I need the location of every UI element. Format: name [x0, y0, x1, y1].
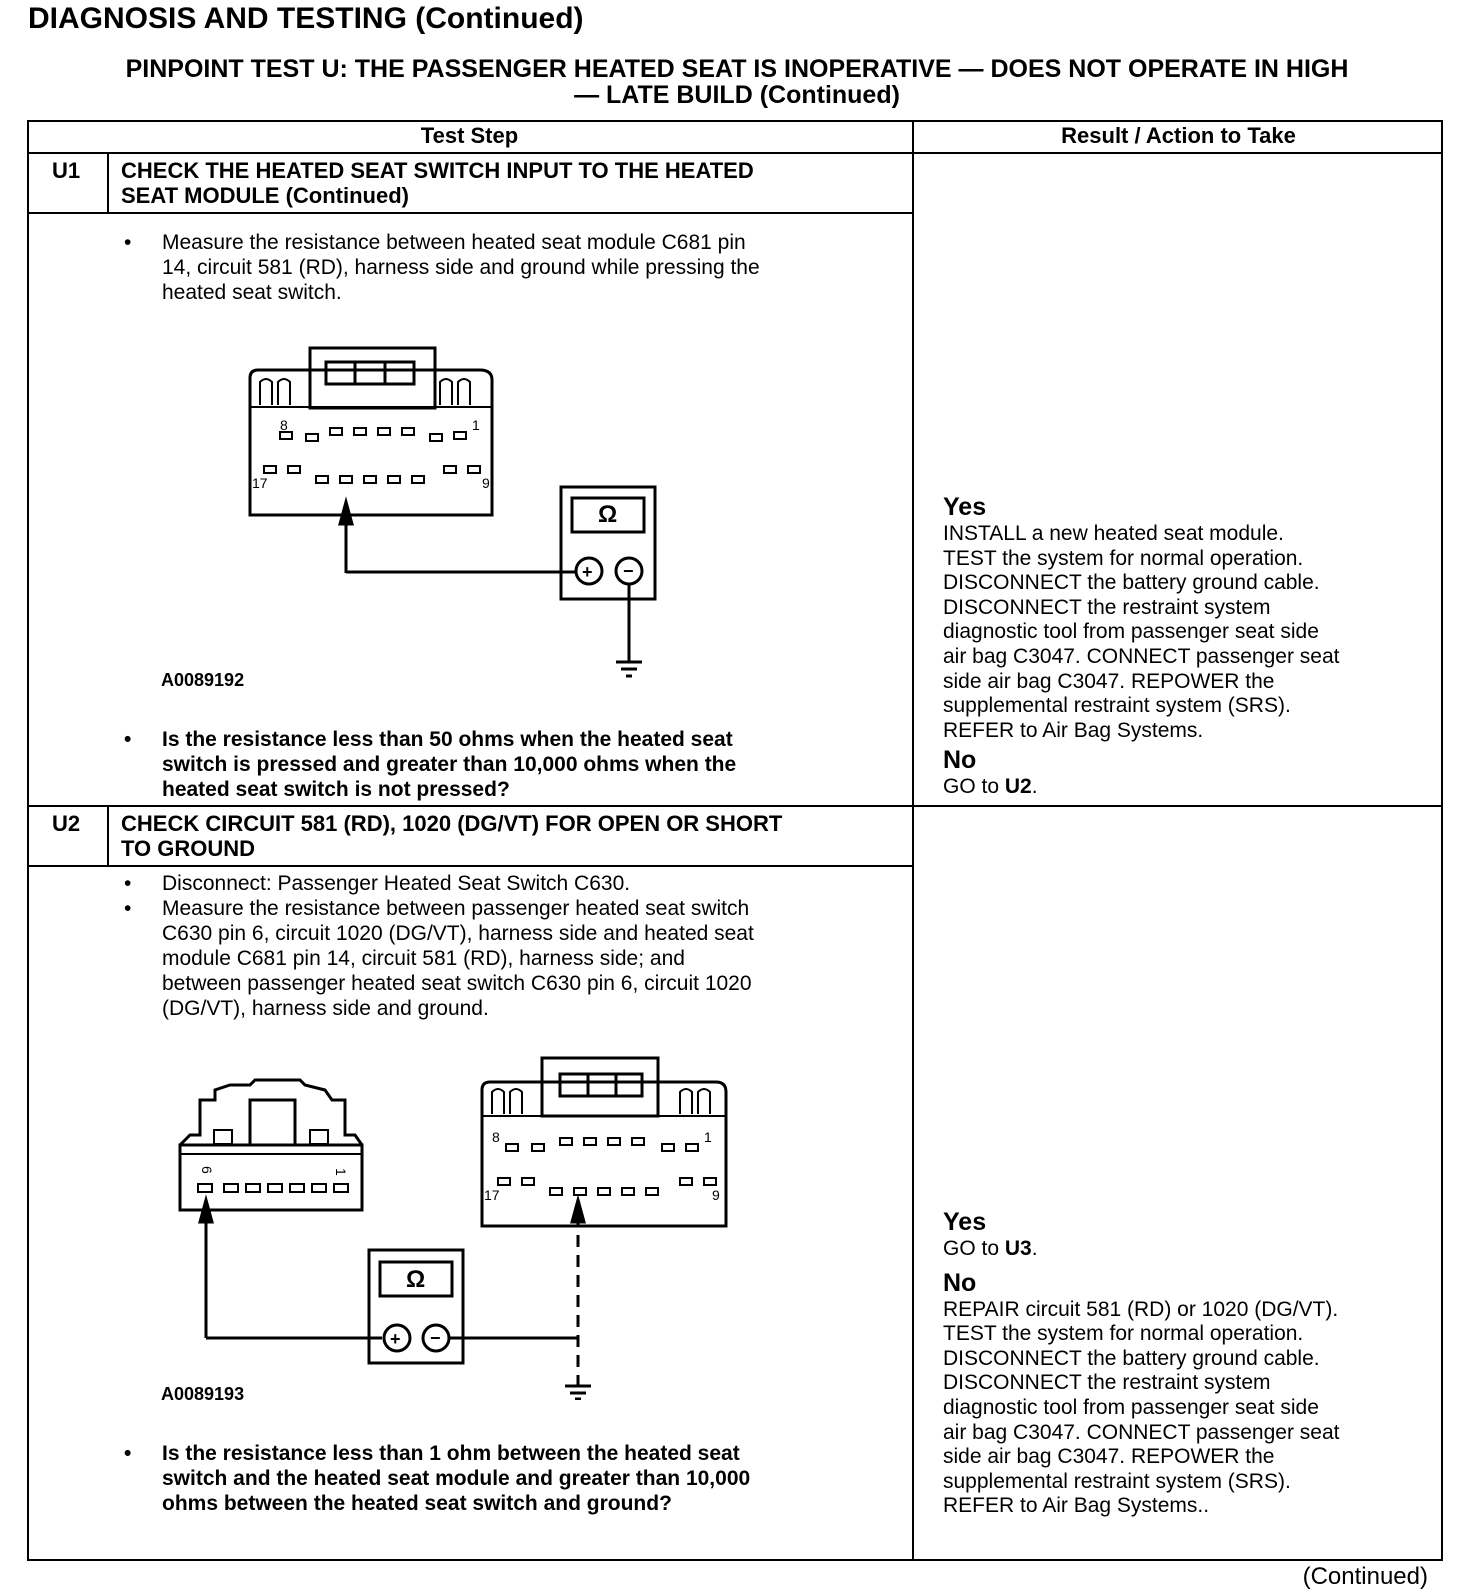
pin-label-1: 1 — [472, 417, 480, 433]
u2-no-line: side air bag C3047. REPOWER the — [943, 1445, 1275, 1469]
step-title-u2 — [121, 811, 901, 861]
meter-minus-label: − — [430, 1328, 441, 1348]
step-title-u1 — [121, 158, 901, 208]
u1-yes-line: TEST the system for normal operation. — [943, 546, 1304, 570]
switch-pin-label-1: 1 — [333, 1168, 349, 1176]
u1-yes-line: INSTALL a new heated seat module. — [943, 522, 1284, 545]
u1-instruction-line: • Measure the resistance between heated seat module C681 pin — [162, 231, 746, 254]
u2-no-line: REFER to Air Bag Systems.. — [943, 1494, 1210, 1518]
page-header: DIAGNOSIS AND TESTING (Continued) — [28, 2, 584, 35]
u1-question — [120, 727, 900, 802]
u1-no-prefix: GO to — [943, 775, 1005, 799]
figure-id-u1: A0089192 — [161, 670, 245, 690]
module-pin-label-9: 9 — [712, 1187, 720, 1203]
row-line-u1-u2 — [27, 805, 1443, 807]
u1-yes-line: REFER to Air Bag Systems. — [943, 718, 1204, 742]
meter-minus-label: − — [623, 561, 634, 581]
u2-question-line: switch and the heated seat module and greater than 10,000 — [162, 1467, 751, 1490]
column-divider — [912, 120, 914, 1561]
pinpoint-test-title-line1: PINPOINT TEST U: THE PASSENGER HEATED SEAT IS INOPERATIVE — DOES NOT OPERATE IN HIGH — [125, 55, 1349, 83]
u2-instruction-line: between passenger heated seat switch C630 pin 6, circuit 1020 — [162, 972, 752, 995]
figure-id-u2: A0089193 — [161, 1384, 245, 1404]
u2-question-line: ohms between the heated seat switch and ground? — [162, 1492, 672, 1515]
step-id-u2: U2 — [52, 811, 81, 836]
u1-question-line: heated seat switch is not pressed? — [162, 778, 510, 801]
u2-no-line: diagnostic tool from passenger seat side — [943, 1395, 1319, 1419]
u2-yes-action — [943, 1237, 1443, 1262]
goto-u2-link[interactable]: U2 — [1004, 775, 1032, 799]
u1-yes-line: side air bag C3047. REPOWER the — [943, 669, 1275, 693]
module-pin-label-17: 17 — [484, 1187, 500, 1203]
u1-no-label: No — [943, 746, 977, 775]
u2-instruction-line: • Measure the resistance between passenger heated seat switch — [162, 897, 750, 920]
goto-u3-link[interactable]: U3 — [1004, 1237, 1032, 1260]
u2-no-line: DISCONNECT the battery ground cable. — [943, 1346, 1320, 1370]
pinpoint-test-title-line2: — LATE BUILD (Continued) — [574, 81, 900, 109]
step-id-divider-u1 — [107, 152, 109, 214]
u2-instruction-line: C630 pin 6, circuit 1020 (DG/VT), harness side and heated seat — [162, 922, 754, 945]
u1-instruction-line: 14, circuit 581 (RD), harness side and ground while pressing the — [162, 256, 760, 279]
continued-footer: (Continued) — [1302, 1563, 1428, 1590]
step-title-u1-line2: SEAT MODULE (Continued) — [121, 183, 409, 208]
u2-instruction — [120, 896, 900, 1021]
probe-lead-switch — [200, 1200, 382, 1338]
u2-instruction-line: (DG/VT), harness side and ground. — [162, 997, 489, 1020]
u2-instruction-line: module C681 pin 14, circuit 581 (RD), harness side; and — [162, 947, 685, 970]
u1-yes-line: supplemental restraint system (SRS). — [943, 694, 1291, 718]
u2-yes-label: Yes — [943, 1208, 987, 1236]
u2-instruction — [120, 871, 900, 896]
u2-connector-diagram — [170, 1050, 750, 1400]
u2-yes-suffix: . — [1031, 1237, 1038, 1260]
u2-no-label: No — [943, 1268, 977, 1297]
u1-question-text — [120, 727, 900, 802]
module-pin-label-1: 1 — [704, 1129, 712, 1145]
heated-seat-switch-connector-icon — [180, 1080, 362, 1210]
u2-question-line: • Is the resistance less than 1 ohm between the heated seat — [162, 1442, 740, 1465]
u1-yes-line: DISCONNECT the restraint system — [943, 595, 1271, 619]
heated-seat-module-connector-icon — [482, 1058, 726, 1226]
step-title-u2-line2: TO GROUND — [121, 836, 256, 861]
u1-no-suffix: . — [1031, 775, 1038, 799]
step-title-line-u2 — [27, 865, 913, 867]
u2-no-line: REPAIR circuit 581 (RD) or 1020 (DG/VT). — [943, 1297, 1339, 1321]
step-title-u2-line1: CHECK CIRCUIT 581 (RD), 1020 (DG/VT) FOR OPEN OR SHORT — [121, 811, 783, 836]
u2-instructions — [120, 871, 900, 1021]
pin-label-17: 17 — [252, 475, 268, 491]
pinpoint-test-title — [28, 56, 1446, 108]
u1-connector-diagram — [240, 340, 700, 680]
u2-no-action — [943, 1298, 1443, 1519]
ground-symbol-icon — [565, 1386, 591, 1399]
module-pin-label-8: 8 — [492, 1129, 500, 1145]
u1-yes-line: DISCONNECT the battery ground cable. — [943, 571, 1320, 595]
u1-question-line: • Is the resistance less than 50 ohms when the heated seat — [162, 728, 733, 751]
u1-yes-action — [943, 522, 1443, 743]
u1-result — [943, 492, 1443, 800]
step-id-u1: U1 — [52, 158, 81, 183]
u1-instruction-line: heated seat switch. — [162, 281, 342, 304]
u1-instruction — [120, 230, 900, 305]
u2-no-line: DISCONNECT the restraint system — [943, 1371, 1271, 1395]
u2-result — [943, 1207, 1443, 1519]
u2-no-line: TEST the system for normal operation. — [943, 1322, 1304, 1346]
probe-lead — [340, 502, 575, 573]
u2-instruction-line: • Disconnect: Passenger Heated Seat Switch C630. — [162, 872, 631, 895]
u2-question-text — [120, 1441, 900, 1516]
col-test-step: Test Step — [420, 123, 519, 148]
u2-yes-prefix: GO to — [943, 1237, 1005, 1260]
u1-yes-line: diagnostic tool from passenger seat side — [943, 620, 1319, 644]
u2-no-line: air bag C3047. CONNECT passenger seat — [943, 1420, 1340, 1444]
meter-plus-label: + — [390, 1329, 401, 1349]
pin-label-8: 8 — [280, 417, 288, 433]
ohm-symbol: Ω — [406, 1266, 426, 1293]
col-result-action: Result / Action to Take — [1061, 123, 1296, 148]
header-row-line — [27, 152, 1443, 154]
step-id-divider-u2 — [107, 805, 109, 867]
probe-lead-module — [450, 1200, 584, 1386]
u1-question-line: switch is pressed and greater than 10,000 ohms when the — [162, 753, 737, 776]
u1-yes-label: Yes — [943, 493, 987, 521]
switch-pin-label-6: 6 — [199, 1166, 215, 1174]
u1-yes-line: air bag C3047. CONNECT passenger seat — [943, 644, 1340, 668]
u1-no-action — [943, 775, 1443, 800]
u2-question — [120, 1441, 900, 1516]
step-title-u1-line1: CHECK THE HEATED SEAT SWITCH INPUT TO THE HEATED — [121, 158, 754, 183]
ohm-symbol: Ω — [598, 501, 618, 528]
pin-label-9: 9 — [482, 475, 490, 491]
u1-instructions — [120, 230, 900, 305]
meter-plus-label: + — [582, 562, 593, 582]
step-title-line-u1 — [27, 212, 913, 214]
u2-no-line: supplemental restraint system (SRS). — [943, 1469, 1291, 1493]
